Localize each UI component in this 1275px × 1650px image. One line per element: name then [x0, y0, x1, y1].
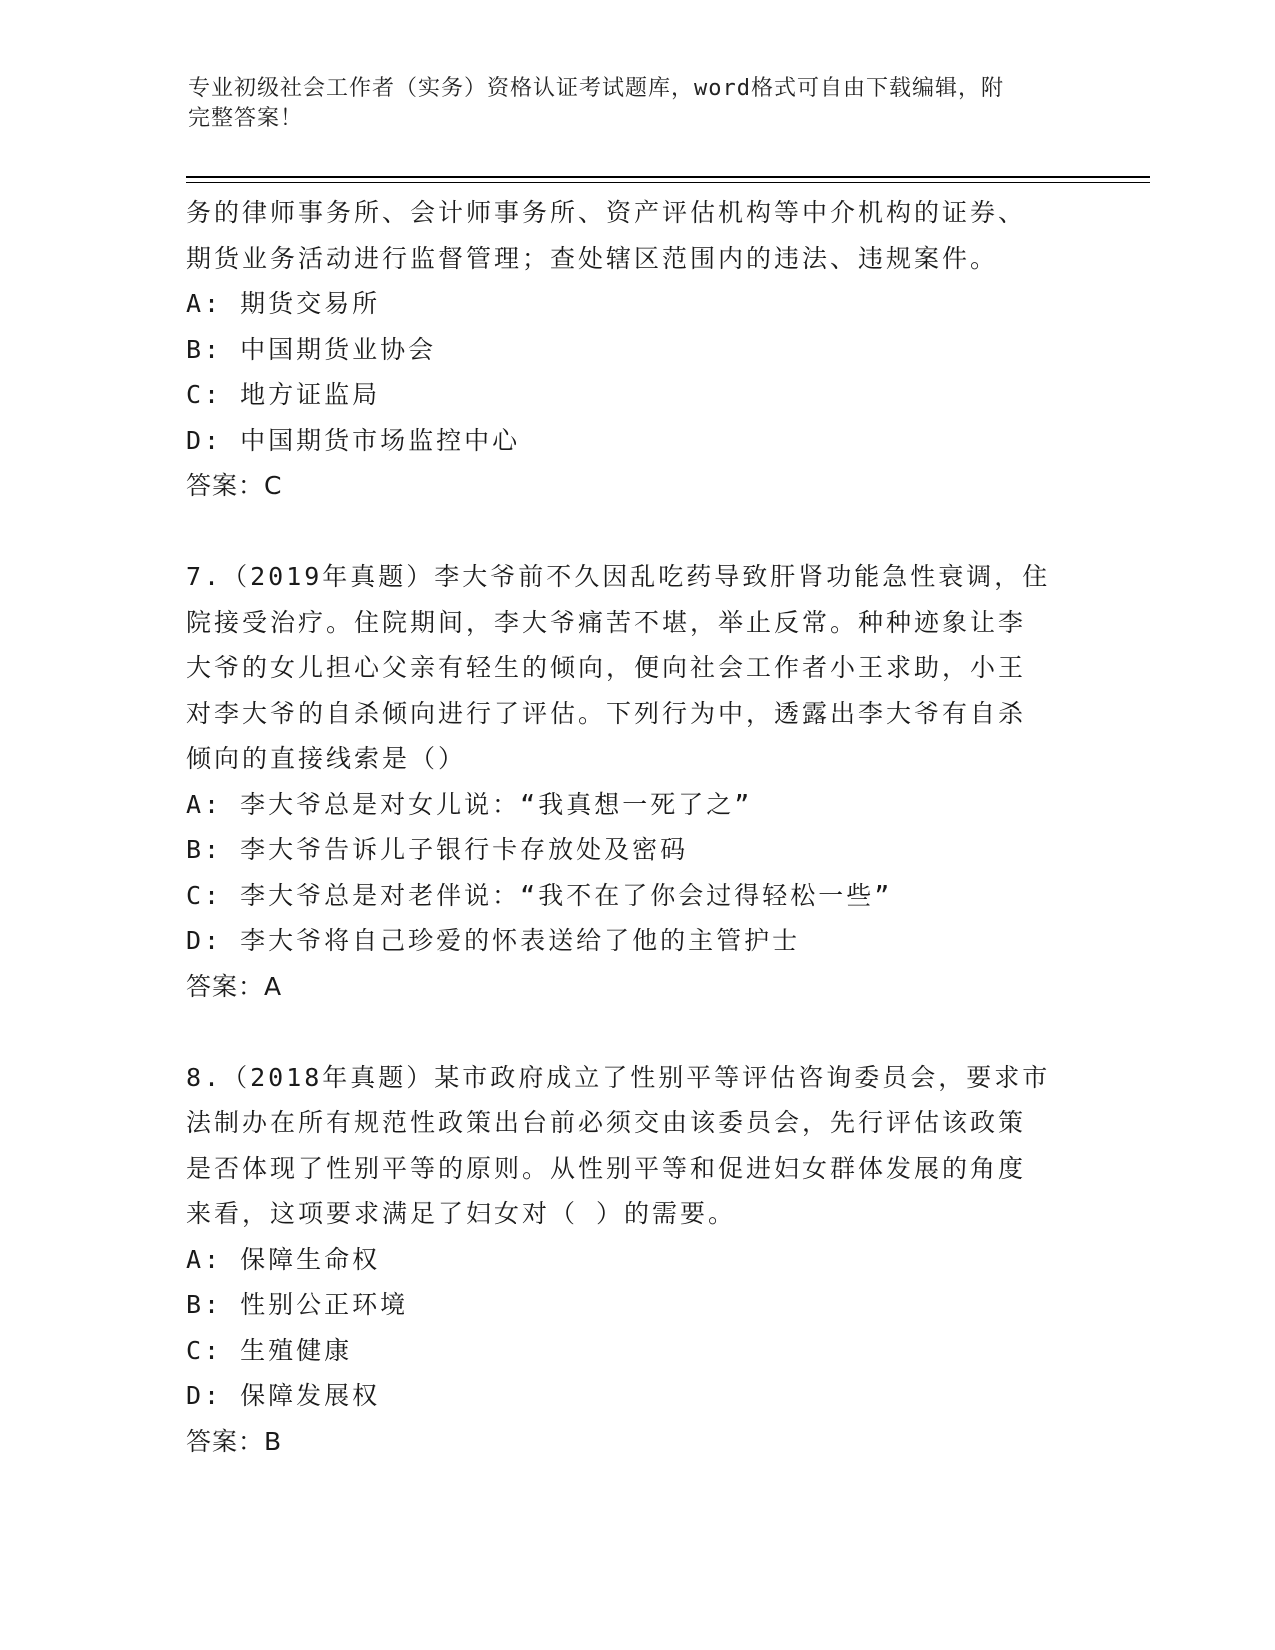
question-stem-line: 倾向的直接线索是（）: [186, 744, 467, 773]
question-content: [186, 190, 1086, 1464]
option-d: D: 中国期货市场监控中心: [186, 425, 521, 455]
question-stem-line: 是否体现了性别平等的原则。从性别平等和促进妇女群体发展的角度: [186, 1153, 1027, 1183]
option-a: A: 李大爷总是对女儿说：“我真想一死了之”: [186, 789, 753, 819]
header-line-2: 完整答案！: [188, 106, 304, 131]
question-6: [186, 190, 1086, 509]
question-8: [186, 1055, 1086, 1465]
spacer: [186, 509, 1086, 555]
option-b: B: 李大爷告诉儿子银行卡存放处及密码: [186, 835, 689, 864]
question-stem-line: 对李大爷的自杀倾向进行了评估。下列行为中，透露出李大爷有自杀: [186, 698, 1027, 728]
option-b: B: 中国期货业协会: [186, 334, 437, 364]
option-a: A: 期货交易所: [186, 289, 381, 318]
header-rule-thick: [186, 176, 1150, 178]
option-d: D: 李大爷将自己珍爱的怀表送给了他的主管护士: [186, 926, 801, 955]
question-stem-line: 来看，这项要求满足了妇女对（ ）的需要。: [186, 1199, 737, 1228]
question-stem-line: 法制办在所有规范性政策出台前必须交由该委员会，先行评估该政策: [186, 1108, 1027, 1137]
option-c: C: 地方证监局: [186, 380, 381, 409]
question-stem-line: 7.（2019年真题）李大爷前不久因乱吃药导致肝肾功能急性衰调，住: [186, 562, 1051, 591]
option-d: D: 保障发展权: [186, 1381, 381, 1410]
question-7: [186, 554, 1086, 1009]
option-c: C: 李大爷总是对老伴说：“我不在了你会过得轻松一些”: [186, 880, 893, 910]
question-stem-line: 期货业务活动进行监督管理；查处辖区范围内的违法、违规案件。: [186, 243, 999, 273]
header-rule-thin: [186, 182, 1150, 183]
question-stem-line: 务的律师事务所、会计师事务所、资产评估机构等中介机构的证券、: [186, 198, 1027, 227]
answer-line: 答案：A: [186, 971, 283, 1001]
option-c: C: 生殖健康: [186, 1335, 353, 1365]
answer-line: 答案：C: [186, 471, 283, 500]
spacer: [186, 1009, 1086, 1055]
question-stem-line: 院接受治疗。住院期间，李大爷痛苦不堪，举止反常。种种迹象让李: [186, 607, 1027, 637]
question-stem-line: 8.（2018年真题）某市政府成立了性别平等评估咨询委员会，要求市: [186, 1062, 1051, 1092]
option-b: B: 性别公正环境: [186, 1290, 409, 1319]
document-header: [188, 74, 1068, 134]
header-line-1: 专业初级社会工作者（实务）资格认证考试题库，word格式可自由下载编辑，附: [188, 76, 1004, 101]
answer-line: 答案：B: [186, 1426, 283, 1456]
question-stem-line: 大爷的女儿担心父亲有轻生的倾向，便向社会工作者小王求助，小王: [186, 653, 1027, 682]
option-a: A: 保障生命权: [186, 1244, 381, 1274]
